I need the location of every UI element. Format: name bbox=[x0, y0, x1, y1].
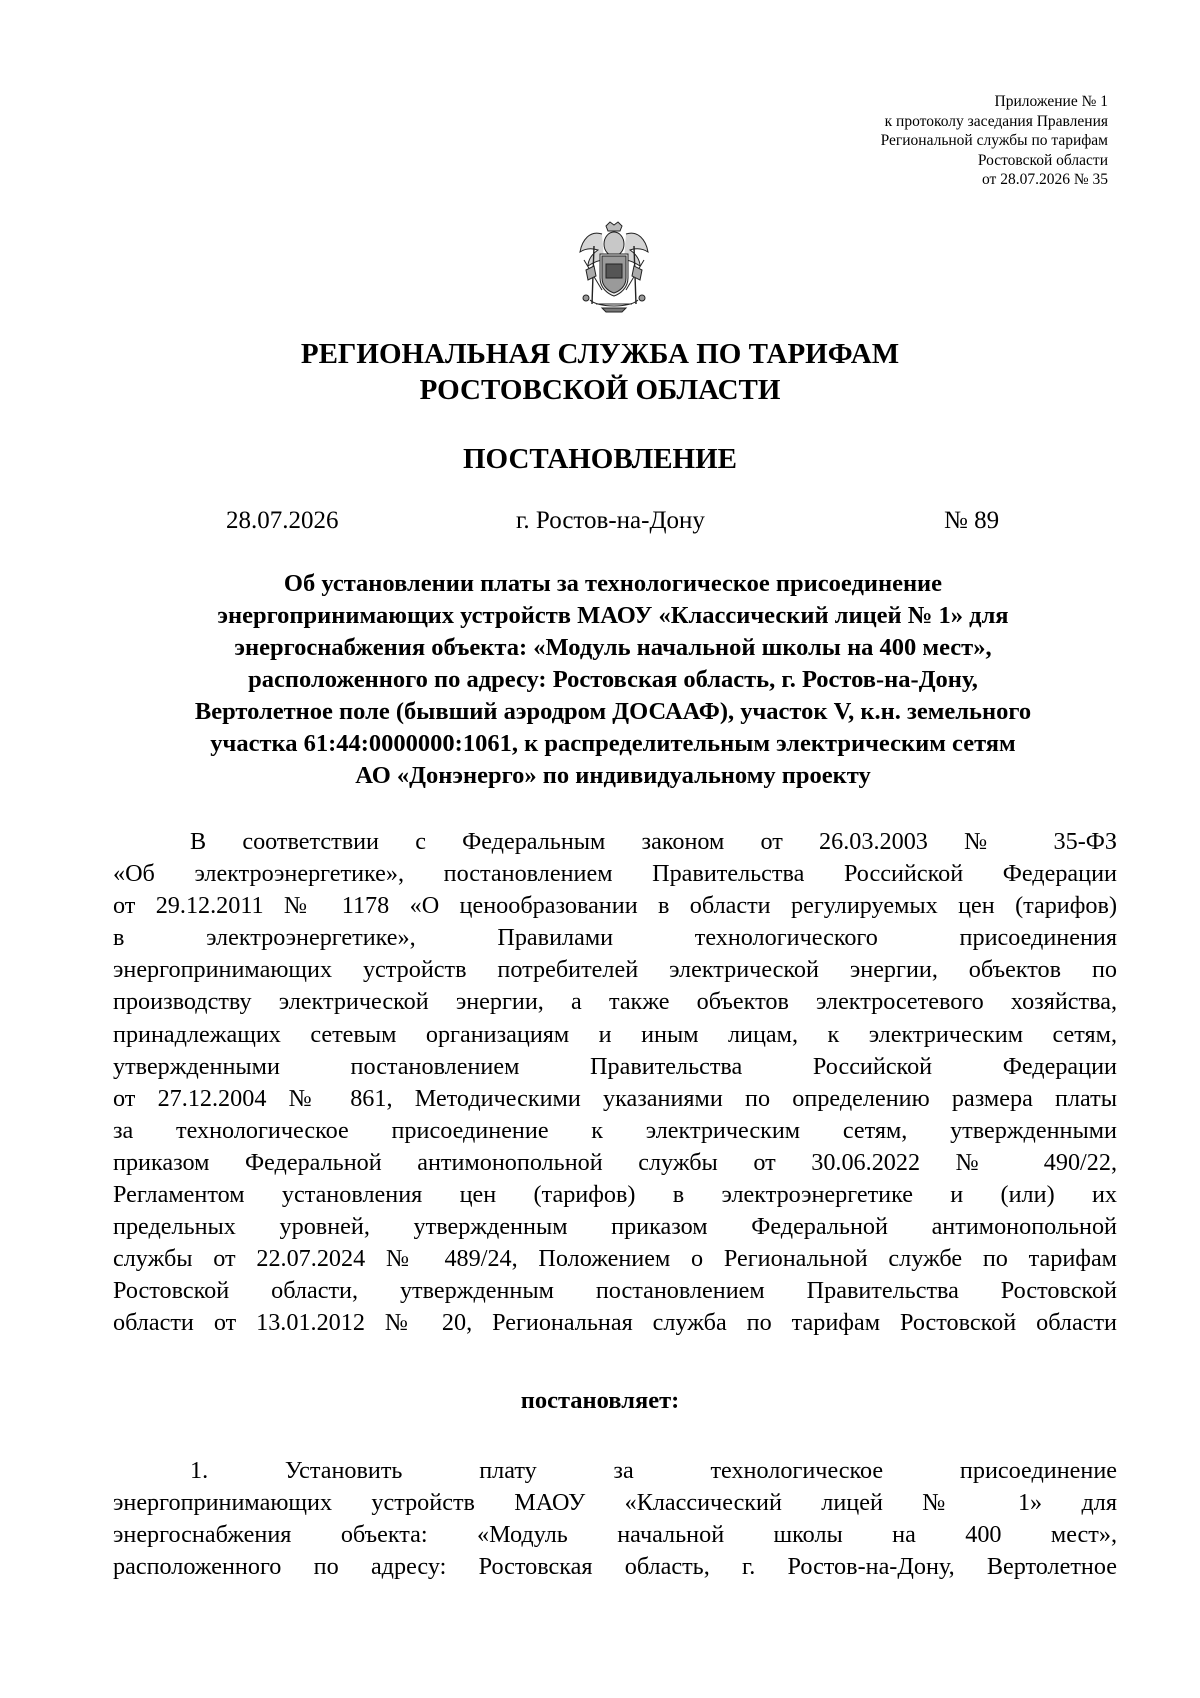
item-line: энергопринимающих устройств МАОУ «Классический лицей № 1» для bbox=[113, 1489, 1117, 1517]
preamble-line: предельных уровней, утвержденным приказом Федеральной антимонопольной bbox=[113, 1213, 1117, 1241]
resolution-item-1 bbox=[113, 1455, 1117, 1583]
preamble-line: принадлежащих сетевым организациям и иным лицам, к электрическим сетям, bbox=[113, 1020, 1117, 1048]
preamble-line: за технологическое присоединение к электрическим сетям, утвержденными bbox=[113, 1116, 1117, 1144]
coat-of-arms-emblem bbox=[572, 220, 656, 314]
appendix-line: Приложение № 1 bbox=[994, 93, 1108, 110]
subject-line: энергоснабжения объекта: «Модуль начальной школы на 400 мест», bbox=[234, 634, 992, 661]
item-line: расположенного по адресу: Ростовская область, г. Ростов-на-Дону, Вертолетное bbox=[113, 1553, 1117, 1581]
preamble-line: энергопринимающих устройств потребителей электрической энергии, объектов по bbox=[113, 956, 1117, 984]
preamble-line: утвержденными постановлением Правительства Российской Федерации bbox=[113, 1052, 1117, 1080]
preamble-line: В соответствии с Федеральным законом от 26.03.2003 № 35-ФЗ bbox=[190, 828, 1117, 855]
appendix-line: Ростовской области bbox=[977, 151, 1108, 169]
item-line: энергоснабжения объекта: «Модуль начальной школы на 400 мест», bbox=[113, 1521, 1117, 1549]
preamble-line: службы от 22.07.2024 № 489/24, Положением о Региональной службе по тарифам bbox=[113, 1245, 1117, 1273]
subject-line: участка 61:44:0000000:1061, к распределительным электрическим сетям bbox=[210, 730, 1016, 757]
preamble-line: приказом Федеральной антимонопольной службы от 30.06.2022 № 490/22, bbox=[113, 1148, 1117, 1176]
organization-title bbox=[0, 336, 1200, 408]
preamble-line: области от 13.01.2012 № 20, Региональная служба по тарифам Ростовской области bbox=[113, 1309, 1117, 1337]
document-type: ПОСТАНОВЛЕНИЕ bbox=[462, 443, 737, 475]
preamble-line: в электроэнергетике», Правилами технологического присоединения bbox=[113, 924, 1117, 952]
preamble-line: производству электрической энергии, а также объектов электросетевого хозяйства, bbox=[113, 988, 1117, 1016]
subject-line: АО «Донэнерго» по индивидуальному проекту bbox=[355, 762, 871, 789]
document-subject bbox=[110, 568, 1116, 792]
appendix-line: от 28.07.2026 № 35 bbox=[982, 171, 1108, 188]
document-number: № 89 bbox=[944, 507, 1000, 534]
document-date: 28.07.2026 bbox=[226, 507, 339, 534]
appendix-line: к протоколу заседания Правления bbox=[884, 112, 1108, 130]
appendix-note bbox=[688, 92, 1108, 190]
subject-line: энергопринимающих устройств МАОУ «Классический лицей № 1» для bbox=[217, 602, 1009, 629]
item-line: 1. Установить плату за технологическое присоединение bbox=[190, 1457, 1117, 1484]
document-city: г. Ростов-на-Дону bbox=[516, 507, 705, 534]
appendix-line: Региональной службы по тарифам bbox=[880, 132, 1108, 149]
organization-title-line2: РОСТОВСКОЙ ОБЛАСТИ bbox=[419, 374, 781, 406]
preamble-line: Регламентом установления цен (тарифов) в электроэнергетике и (или) их bbox=[113, 1181, 1117, 1209]
subject-line: Об установлении платы за технологическое присоединение bbox=[283, 570, 943, 597]
preamble-line: от 29.12.2011 № 1178 «О ценообразовании в области регулируемых цен (тарифов) bbox=[113, 892, 1117, 920]
preamble-line: от 27.12.2004 № 861, Методическими указаниями по определению размера платы bbox=[113, 1084, 1117, 1112]
subject-line: расположенного по адресу: Ростовская область, г. Ростов-на-Дону, bbox=[248, 666, 978, 693]
organization-title-line1: РЕГИОНАЛЬНАЯ СЛУЖБА ПО ТАРИФАМ bbox=[300, 338, 900, 370]
preamble-paragraph bbox=[113, 826, 1117, 1340]
document-meta-row bbox=[0, 503, 1200, 539]
resolves-heading: постановляет: bbox=[520, 1387, 680, 1414]
preamble-line: «Об электроэнергетике», постановлением Правительства Российской Федерации bbox=[113, 860, 1117, 888]
preamble-line: Ростовской области, утвержденным постановлением Правительства Ростовской bbox=[113, 1277, 1117, 1305]
subject-line: Вертолетное поле (бывший аэродром ДОСААФ), участок V, к.н. земельного bbox=[194, 698, 1032, 725]
